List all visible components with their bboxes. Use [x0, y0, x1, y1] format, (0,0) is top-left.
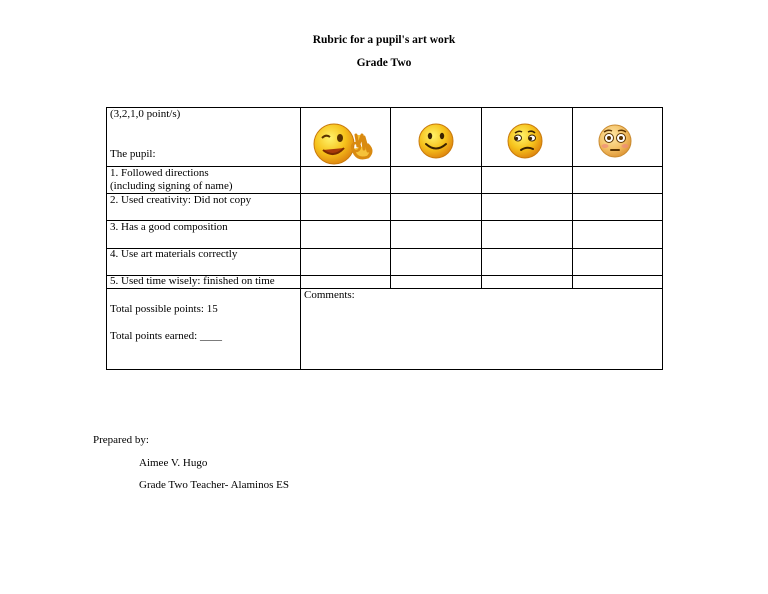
document-subtitle: Grade Two — [356, 57, 412, 69]
criterion-3-label: 3. Has a good composition — [110, 221, 228, 233]
criterion-1-sublabel: (including signing of name) — [110, 180, 233, 192]
criterion-5-label: 5. Used time wisely: finished on time — [110, 275, 275, 287]
total-points-earned: Total points earned: ____ — [110, 330, 222, 342]
preparer-name: Aimee V. Hugo — [139, 457, 208, 469]
prepared-by-label: Prepared by: — [93, 434, 149, 446]
comments-label: Comments: — [304, 289, 355, 301]
total-possible-points: Total possible points: 15 — [110, 303, 218, 315]
winking-ok-face-icon — [312, 121, 378, 167]
criterion-1-label: 1. Followed directions — [110, 167, 209, 179]
points-note: (3,2,1,0 point/s) — [110, 108, 181, 120]
smiling-face-icon — [417, 122, 455, 160]
flushed-face-icon — [597, 123, 633, 159]
document-title: Rubric for a pupil's art work — [312, 34, 456, 46]
criterion-2-label: 2. Used creativity: Did not copy — [110, 194, 252, 206]
frowning-face-icon — [506, 122, 544, 160]
criterion-4-label: 4. Use art materials correctly — [110, 248, 238, 260]
preparer-position: Grade Two Teacher- Alaminos ES — [139, 479, 289, 491]
pupil-label: The pupil: — [110, 148, 156, 160]
